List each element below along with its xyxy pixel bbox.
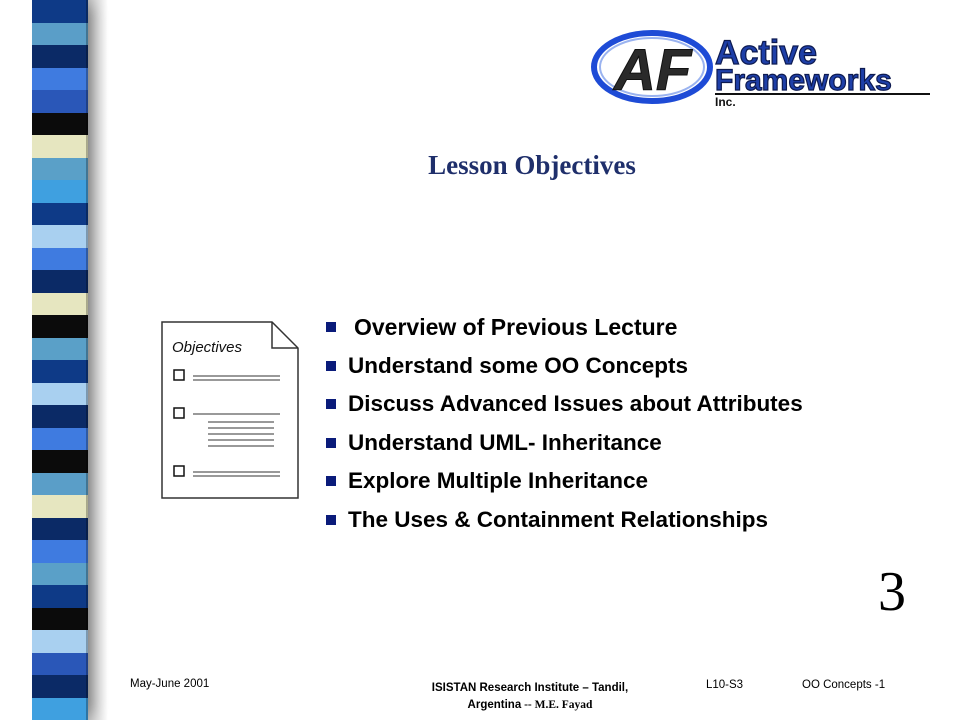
strip-block (32, 180, 88, 203)
square-bullet-icon (326, 399, 336, 409)
strip-block (32, 90, 88, 113)
logo-line2: Frameworks (715, 64, 892, 97)
square-bullet-icon (326, 515, 336, 525)
strip-block (32, 203, 88, 226)
strip-block (32, 225, 88, 248)
list-item (326, 385, 803, 424)
slide-number: 3 (878, 561, 906, 623)
objective-text: The Uses & Containment Relationships (348, 506, 769, 532)
objective-text: Discuss Advanced Issues about Attributes (348, 391, 803, 417)
strip-block (32, 315, 88, 338)
strip-block (32, 473, 88, 496)
strip-block (32, 585, 88, 608)
logo-line1: Active (715, 34, 818, 72)
strip-block (32, 0, 88, 23)
footer-institute-country: Argentina (467, 699, 522, 711)
strip-block (32, 675, 88, 698)
square-bullet-icon (326, 322, 336, 332)
strip-block (32, 405, 88, 428)
strip-block (32, 360, 88, 383)
strip-block (32, 45, 88, 68)
strip-block (32, 23, 88, 46)
list-item (326, 462, 803, 501)
strip-block (32, 428, 88, 451)
strip-block (32, 450, 88, 473)
footer-institute-line2 (395, 697, 665, 714)
footer-slide-id: L10-S3 (706, 679, 744, 691)
square-bullet-icon (326, 361, 336, 371)
objectives-list (326, 308, 803, 539)
list-item (326, 347, 803, 386)
footer-institute (395, 680, 665, 714)
objective-text: Understand UML- Inheritance (348, 429, 662, 455)
list-item (326, 308, 803, 347)
footer-course: OO Concepts -1 (802, 679, 886, 691)
strip-block (32, 540, 88, 563)
doc-icon-label: Objectives (172, 339, 243, 356)
strip-block (32, 68, 88, 91)
strip-block (32, 383, 88, 406)
strip-block (32, 653, 88, 676)
strip-block (32, 698, 88, 720)
strip-block (32, 630, 88, 653)
strip-block (32, 293, 88, 316)
logo-monogram: AF (614, 38, 692, 103)
strip-block (32, 113, 88, 136)
active-frameworks-logo (590, 26, 935, 108)
decorative-side-strip (32, 0, 88, 720)
side-strip-shadow (86, 0, 108, 720)
objective-text: Explore Multiple Inheritance (348, 468, 649, 494)
footer-date: May-June 2001 (130, 678, 210, 690)
objective-text: Understand some OO Concepts (348, 352, 689, 378)
strip-block (32, 608, 88, 631)
strip-block (32, 270, 88, 293)
objective-text: Overview of Previous Lecture (354, 313, 678, 340)
strip-block (32, 518, 88, 541)
slide-title: Lesson Objectives (428, 150, 636, 180)
strip-block (32, 248, 88, 271)
list-item (326, 424, 803, 463)
strip-block (32, 495, 88, 518)
strip-block (32, 563, 88, 586)
strip-block (32, 338, 88, 361)
square-bullet-icon (326, 438, 336, 448)
checklist-document-icon (160, 320, 300, 500)
footer-institute-line1: ISISTAN Research Institute – Tandil, (431, 682, 629, 694)
footer-author: -- M.E. Fayad (521, 699, 593, 711)
logo-suffix: Inc. (715, 95, 736, 108)
list-item (326, 501, 803, 540)
square-bullet-icon (326, 476, 336, 486)
